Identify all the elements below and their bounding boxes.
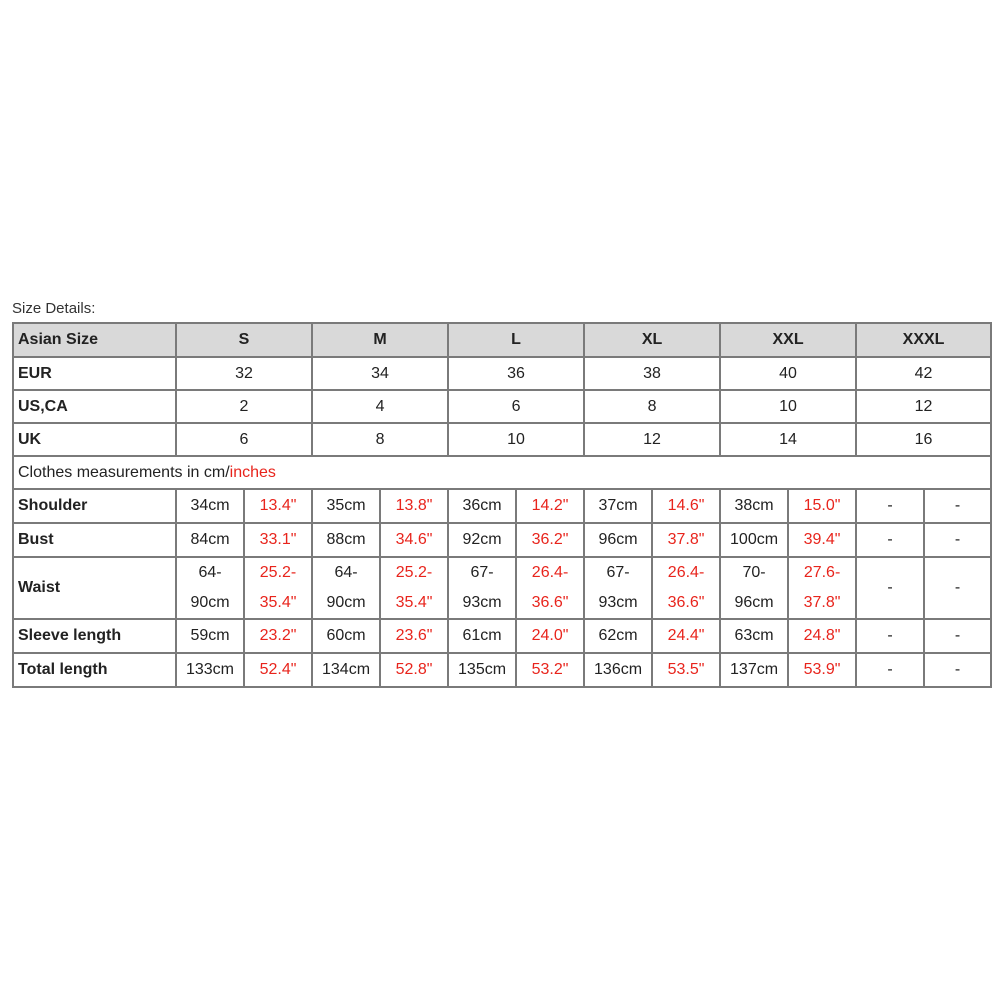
row-label: Total length (13, 653, 176, 687)
cm-value-cell: 84cm (176, 523, 244, 557)
inch-value-cell: 36.2" (516, 523, 584, 557)
section-heading-inches: inches (229, 463, 276, 481)
inch-value-cell: 53.9" (788, 653, 856, 687)
size-value-cell: 10 (448, 423, 584, 456)
row-label: Waist (13, 557, 176, 619)
cm-value-cell: 38cm (720, 489, 788, 523)
cm-value-cell: 134cm (312, 653, 380, 687)
table-row (13, 653, 991, 687)
table-row (13, 557, 991, 619)
cm-value-cell: 133cm (176, 653, 244, 687)
table-row (13, 423, 991, 456)
cm-value-cell: 96cm (584, 523, 652, 557)
header-row (13, 323, 991, 357)
inch-value-cell: 13.4" (244, 489, 312, 523)
inch-value-cell: 52.4" (244, 653, 312, 687)
inch-value-cell: 25.2- 35.4" (244, 557, 312, 619)
size-value-cell: 2 (176, 390, 312, 423)
cm-value-cell: 36cm (448, 489, 516, 523)
size-value-cell: 34 (312, 357, 448, 390)
size-value-cell: 40 (720, 357, 856, 390)
section-heading (13, 456, 991, 489)
cm-value-cell: 135cm (448, 653, 516, 687)
size-header: M (312, 323, 448, 357)
cm-value-cell: 67- 93cm (584, 557, 652, 619)
table-row (13, 357, 991, 390)
size-header: XL (584, 323, 720, 357)
cm-value-cell: 88cm (312, 523, 380, 557)
cm-value-cell: 67- 93cm (448, 557, 516, 619)
inch-value-cell: 15.0" (788, 489, 856, 523)
size-value-cell: 8 (584, 390, 720, 423)
inch-value-cell: 25.2- 35.4" (380, 557, 448, 619)
size-value-cell: 10 (720, 390, 856, 423)
table-body (13, 357, 991, 687)
cm-value-cell: 100cm (720, 523, 788, 557)
cm-value-cell: 62cm (584, 619, 652, 653)
inch-value-cell: 53.5" (652, 653, 720, 687)
inch-value-cell: 23.2" (244, 619, 312, 653)
section-row (13, 456, 991, 489)
size-value-cell: 14 (720, 423, 856, 456)
size-header: S (176, 323, 312, 357)
inch-value-cell: - (924, 557, 991, 619)
inch-value-cell: 24.4" (652, 619, 720, 653)
row-label: Bust (13, 523, 176, 557)
table-row (13, 523, 991, 557)
size-header: XXXL (856, 323, 991, 357)
inch-value-cell: 13.8" (380, 489, 448, 523)
inch-value-cell: 26.4- 36.6" (516, 557, 584, 619)
size-header: L (448, 323, 584, 357)
cm-value-cell: 59cm (176, 619, 244, 653)
size-header: XXL (720, 323, 856, 357)
inch-value-cell: 24.0" (516, 619, 584, 653)
inch-value-cell: 14.6" (652, 489, 720, 523)
cm-value-cell: 64- 90cm (176, 557, 244, 619)
size-value-cell: 32 (176, 357, 312, 390)
inch-value-cell: 26.4- 36.6" (652, 557, 720, 619)
inch-value-cell: - (924, 523, 991, 557)
cm-value-cell: - (856, 523, 924, 557)
row-label: Shoulder (13, 489, 176, 523)
inch-value-cell: - (924, 619, 991, 653)
cm-value-cell: 70- 96cm (720, 557, 788, 619)
inch-value-cell: 52.8" (380, 653, 448, 687)
row-label: US,CA (13, 390, 176, 423)
cm-value-cell: 61cm (448, 619, 516, 653)
cm-value-cell: 137cm (720, 653, 788, 687)
inch-value-cell: - (924, 489, 991, 523)
inch-value-cell: 24.8" (788, 619, 856, 653)
inch-value-cell: 33.1" (244, 523, 312, 557)
cm-value-cell: - (856, 619, 924, 653)
size-value-cell: 6 (176, 423, 312, 456)
size-value-cell: 16 (856, 423, 991, 456)
cm-value-cell: - (856, 489, 924, 523)
size-value-cell: 12 (856, 390, 991, 423)
cm-value-cell: 63cm (720, 619, 788, 653)
cm-value-cell: 136cm (584, 653, 652, 687)
row-label: UK (13, 423, 176, 456)
inch-value-cell: 27.6- 37.8" (788, 557, 856, 619)
size-value-cell: 38 (584, 357, 720, 390)
size-value-cell: 36 (448, 357, 584, 390)
cm-value-cell: - (856, 653, 924, 687)
table-row (13, 489, 991, 523)
row-label: EUR (13, 357, 176, 390)
cm-value-cell: 92cm (448, 523, 516, 557)
inch-value-cell: 53.2" (516, 653, 584, 687)
inch-value-cell: 34.6" (380, 523, 448, 557)
cm-value-cell: - (856, 557, 924, 619)
row-label: Sleeve length (13, 619, 176, 653)
inch-value-cell: 39.4" (788, 523, 856, 557)
inch-value-cell: - (924, 653, 991, 687)
size-value-cell: 6 (448, 390, 584, 423)
cm-value-cell: 34cm (176, 489, 244, 523)
table-row (13, 619, 991, 653)
page-title: Size Details: (12, 300, 96, 317)
cm-value-cell: 35cm (312, 489, 380, 523)
size-value-cell: 8 (312, 423, 448, 456)
size-chart-table (12, 322, 992, 688)
asian-size-label: Asian Size (13, 323, 176, 357)
size-value-cell: 12 (584, 423, 720, 456)
cm-value-cell: 60cm (312, 619, 380, 653)
inch-value-cell: 14.2" (516, 489, 584, 523)
section-heading-prefix: Clothes measurements in cm/ (18, 463, 230, 481)
inch-value-cell: 37.8" (652, 523, 720, 557)
table-row (13, 390, 991, 423)
cm-value-cell: 64- 90cm (312, 557, 380, 619)
size-value-cell: 42 (856, 357, 991, 390)
cm-value-cell: 37cm (584, 489, 652, 523)
inch-value-cell: 23.6" (380, 619, 448, 653)
size-value-cell: 4 (312, 390, 448, 423)
